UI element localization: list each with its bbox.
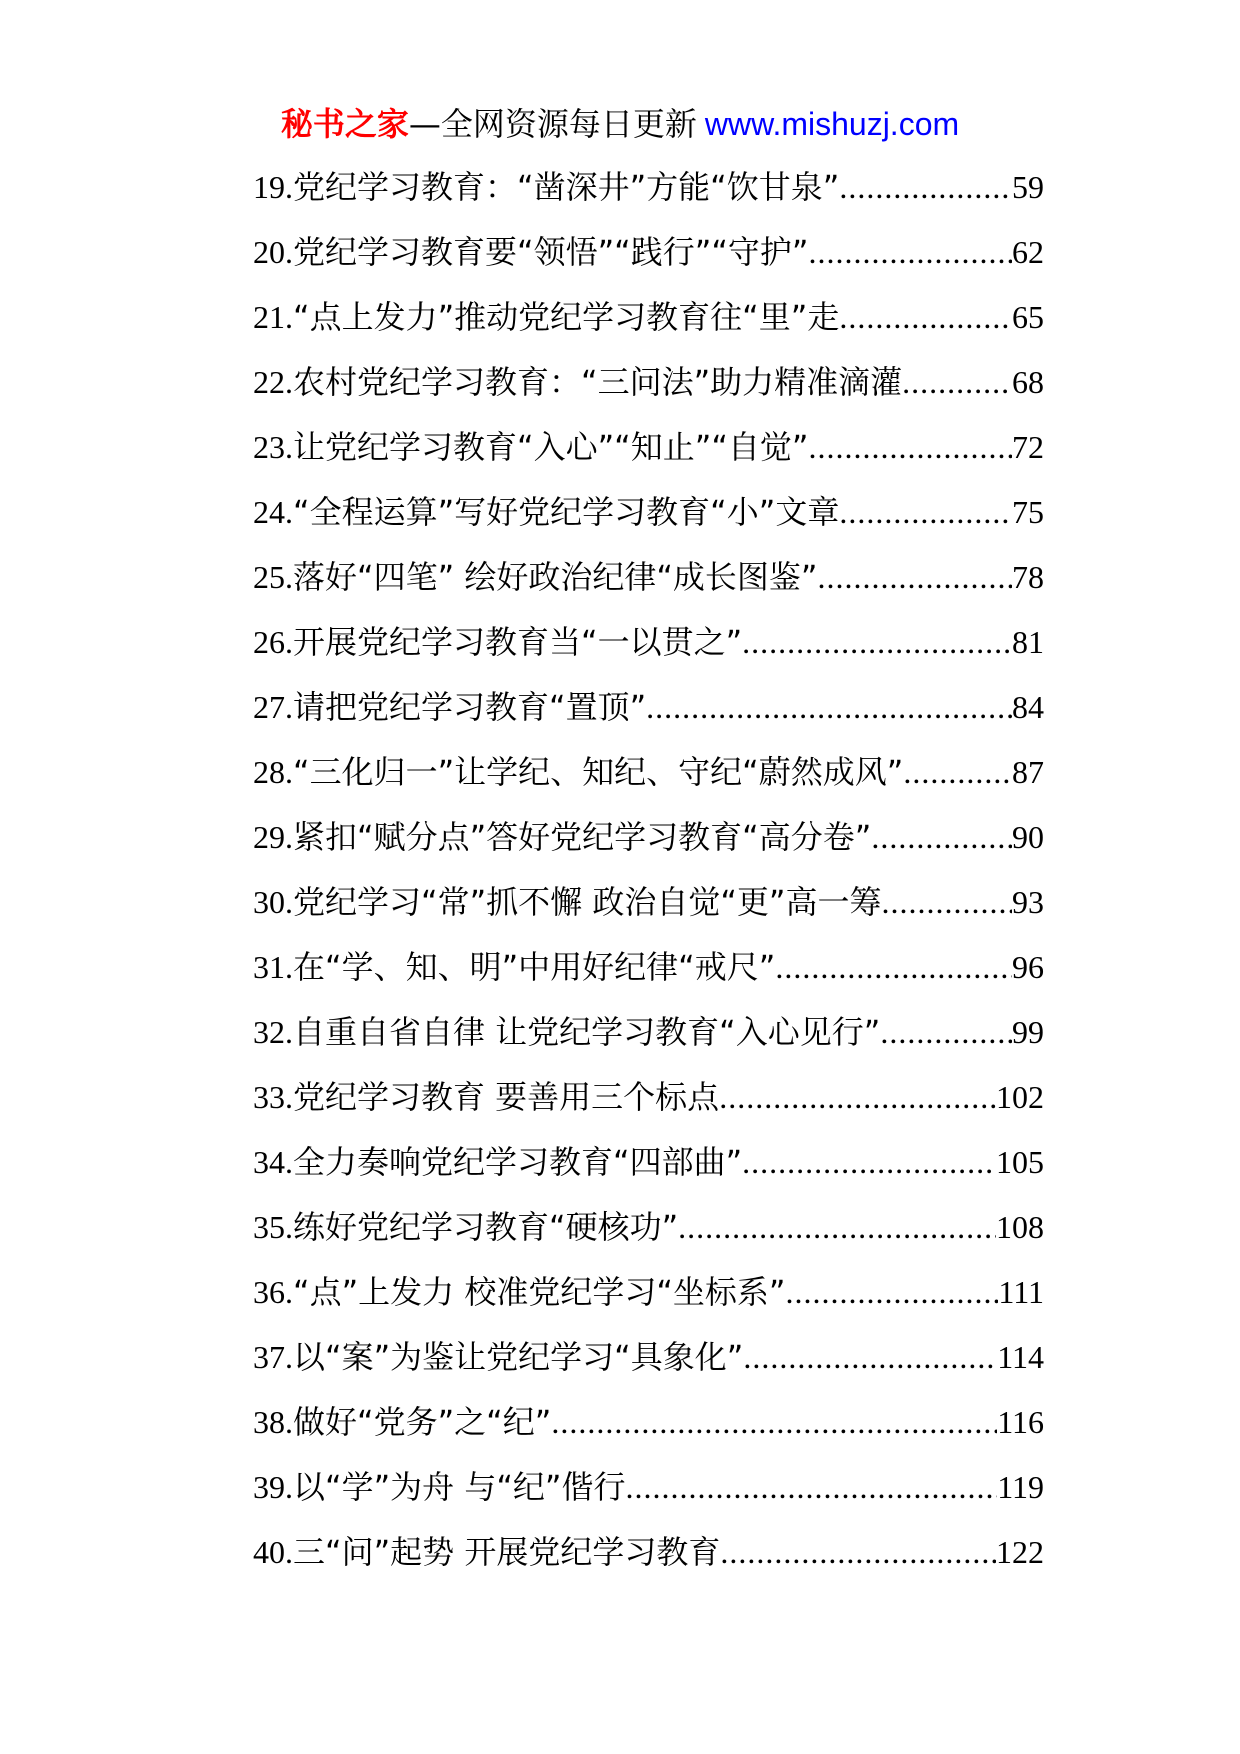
toc-entry[interactable] [253,1140,1044,1205]
toc-entry-title: 开展党纪学习教育当“一以贯之” [293,623,743,661]
toc-entry-number: 32. [253,1014,293,1050]
toc-entry-number: 23. [253,429,293,465]
toc-entry[interactable] [253,555,1044,620]
toc-entry-number: 35. [253,1209,293,1245]
toc-entry-title: 做好“党务”之“纪” [293,1403,552,1441]
toc-dot-leader [646,685,1012,729]
toc-entry[interactable] [253,750,1044,815]
toc-dot-leader [903,750,1012,794]
header-tagline: —全网资源每日更新 [408,105,697,143]
toc-entry-title: 自重自省自律 让党纪学习教育“入心见行” [293,1013,881,1051]
toc-dot-leader [742,1140,996,1184]
toc-entry-title: 请把党纪学习教育“置顶” [293,688,647,726]
toc-entry-page-number: 68 [1012,364,1044,400]
toc-entry-page-number: 81 [1012,624,1044,660]
toc-entry[interactable] [253,1075,1044,1140]
toc-entry-title: “全程运算”写好党纪学习教育“小”文章 [293,493,840,531]
toc-entry-page-number: 119 [997,1469,1044,1505]
toc-entry-page-number: 102 [996,1079,1044,1115]
toc-entry-title: 以“案”为鉴让党纪学习“具象化” [293,1338,744,1376]
toc-dot-leader [902,360,1012,404]
toc-entry-title: 党纪学习教育：“凿深井”方能“饮甘泉” [293,168,840,206]
toc-entry-number: 24. [253,494,293,530]
toc-entry[interactable] [253,165,1044,230]
toc-dot-leader [839,490,1012,534]
toc-dot-leader [818,555,1013,599]
toc-entry[interactable] [253,1465,1044,1530]
toc-dot-leader [551,1400,997,1444]
toc-entry-page-number: 78 [1012,559,1044,595]
toc-entry[interactable] [253,360,1044,425]
toc-entry-page-number: 75 [1012,494,1044,530]
toc-dot-leader [839,165,1012,209]
toc-entry-title: “三化归一”让学纪、知纪、守纪“蔚然成风” [293,753,904,791]
toc-dot-leader [880,1010,1012,1054]
toc-entry-page-number: 59 [1012,169,1044,205]
toc-dot-leader [839,295,1012,339]
toc-entry-number: 33. [253,1079,293,1115]
toc-entry-title: 紧扣“赋分点”答好党纪学习教育“高分卷” [293,818,872,856]
toc-entry-page-number: 105 [996,1144,1044,1180]
toc-entry-title: 党纪学习教育要“领悟”“践行”“守护” [293,233,809,271]
toc-entry-page-number: 90 [1012,819,1044,855]
toc-dot-leader [775,945,1012,989]
toc-entry[interactable] [253,620,1044,685]
toc-entry-page-number: 87 [1012,754,1044,790]
toc-entry-title: 落好“四笔” 绘好政治纪律“成长图鉴” [293,558,818,596]
toc-entry-title: 让党纪学习教育“入心”“知止”“自觉” [293,428,809,466]
toc-entry-title: 三“问”起势 开展党纪学习教育 [293,1533,721,1571]
toc-dot-leader [720,1530,996,1574]
toc-entry-title: 党纪学习“常”抓不懈 政治自觉“更”高一筹 [293,883,882,921]
toc-entry[interactable] [253,1205,1044,1270]
toc-entry-page-number: 108 [996,1209,1044,1245]
toc-entry[interactable] [253,1335,1044,1400]
toc-entry-page-number: 111 [998,1274,1044,1310]
toc-entry-title: 在“学、知、明”中用好纪律“戒尺” [293,948,776,986]
toc-entry-page-number: 96 [1012,949,1044,985]
toc-dot-leader [808,425,1012,469]
toc-entry[interactable] [253,490,1044,555]
page-header [0,102,1240,146]
toc-entry-number: 26. [253,624,293,660]
toc-entry-number: 28. [253,754,293,790]
brand-name: 秘书之家 [280,105,409,143]
toc-entry-page-number: 114 [997,1339,1044,1375]
toc-entry-title: “点”上发力 校准党纪学习“坐标系” [293,1273,786,1311]
toc-entry-title: 农村党纪学习教育：“三问法”助力精准滴灌 [293,363,903,401]
toc-entry-number: 29. [253,819,293,855]
toc-entry[interactable] [253,1400,1044,1465]
toc-entry[interactable] [253,1270,1044,1335]
toc-entry-page-number: 84 [1012,689,1044,725]
toc-entry[interactable] [253,685,1044,750]
toc-dot-leader [719,1075,996,1119]
toc-entry-number: 22. [253,364,293,400]
toc-entry-number: 21. [253,299,293,335]
toc-entry-title: “点上发力”推动党纪学习教育往“里”走 [293,298,840,336]
toc-entry-number: 40. [253,1534,293,1570]
toc-entry-title: 党纪学习教育 要善用三个标点 [293,1078,720,1116]
toc-entry-page-number: 93 [1012,884,1044,920]
toc-entry-number: 36. [253,1274,293,1310]
toc-dot-leader [626,1465,998,1509]
toc-entry-page-number: 116 [997,1404,1044,1440]
toc-entry-title: 全力奏响党纪学习教育“四部曲” [293,1143,743,1181]
toc-entry[interactable] [253,945,1044,1010]
toc-entry-number: 27. [253,689,293,725]
toc-entry-page-number: 62 [1012,234,1044,270]
toc-entry[interactable] [253,425,1044,490]
toc-dot-leader [786,1270,999,1314]
toc-entry-page-number: 122 [996,1534,1044,1570]
toc-entry-title: 练好党纪学习教育“硬核功” [293,1208,679,1246]
header-url[interactable]: www.mishuzj.com [704,106,960,142]
toc-dot-leader [882,880,1013,924]
toc-entry[interactable] [253,295,1044,360]
toc-entry[interactable] [253,880,1044,945]
toc-dot-leader [742,620,1012,664]
toc-entry-number: 37. [253,1339,293,1375]
toc-entry-number: 31. [253,949,293,985]
toc-entry-title: 以“学”为舟 与“纪”偕行 [293,1468,626,1506]
toc-entry-number: 25. [253,559,293,595]
toc-entry-page-number: 99 [1012,1014,1044,1050]
toc-dot-leader [743,1335,997,1379]
table-of-contents [253,165,1044,1595]
toc-entry-number: 30. [253,884,293,920]
toc-entry[interactable] [253,815,1044,880]
toc-dot-leader [678,1205,996,1249]
toc-entry[interactable] [253,1010,1044,1075]
toc-entry-number: 38. [253,1404,293,1440]
toc-entry-number: 20. [253,234,293,270]
toc-entry-page-number: 65 [1012,299,1044,335]
toc-entry-number: 39. [253,1469,293,1505]
toc-dot-leader [808,230,1012,274]
toc-entry[interactable] [253,1530,1044,1595]
toc-entry-number: 34. [253,1144,293,1180]
toc-entry-page-number: 72 [1012,429,1044,465]
toc-entry[interactable] [253,230,1044,295]
toc-dot-leader [871,815,1012,859]
toc-entry-number: 19. [253,169,293,205]
